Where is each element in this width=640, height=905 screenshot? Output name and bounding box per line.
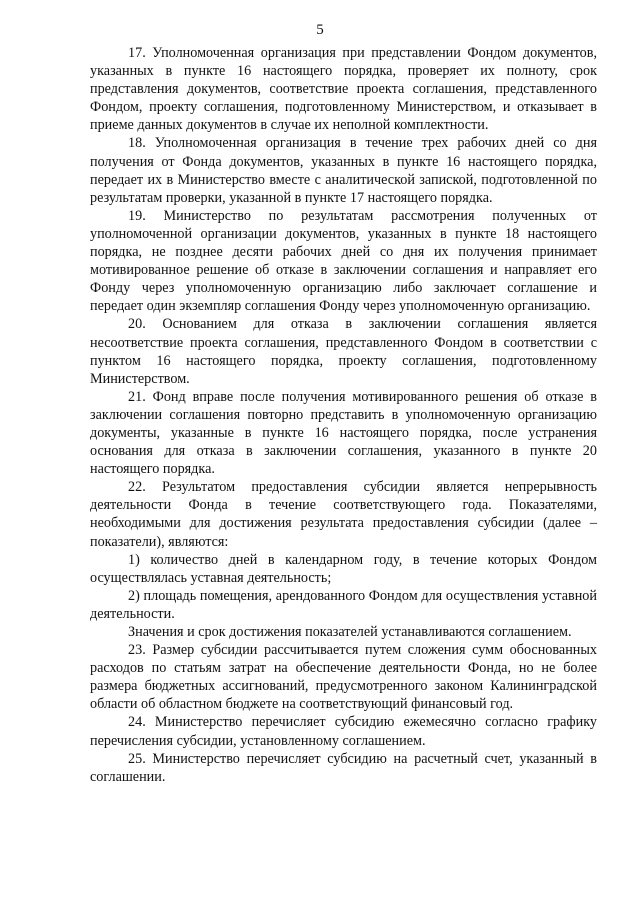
paragraph-25: 25. Министерство перечисляет субсидию на расчетный счет, указанный в соглашении. bbox=[90, 750, 597, 785]
paragraph-22-note: Значения и срок достижения показателей устанавливаются соглашением. bbox=[128, 624, 572, 640]
paragraph-18: 18. Уполномоченная организация в течение трех рабочих дней со дня получения от Фонда документов, указанных в пункте 16 настоящего порядка, передает их в Министерство вместе с аналитической запиской, подготовленной по результатам проверки, указанной в пункте 17 настоящего порядка. bbox=[90, 135, 597, 206]
document-body bbox=[90, 44, 597, 786]
paragraph-22: 22. Результатом предоставления субсидии является непрерывность деятельности Фонда в течение соответствующего года. Показателями, необходимыми для достижения результата предоставления субсидии (далее – показатели), являются: bbox=[90, 479, 597, 550]
paragraph-21: 21. Фонд вправе после получения мотивированного решения об отказе в заключении соглашения повторно представить в уполномоченную организацию документы, указанные в пункте 16 настоящего порядка, после устранения основания для отказа в заключении соглашения, указанного в пункте 20 настоящего порядка. bbox=[90, 388, 597, 478]
paragraph-23: 23. Размер субсидии рассчитывается путем сложения сумм обоснованных расходов по статьям затрат на обеспечение деятельности Фонда, но не более размера бюджетных ассигнований, предусмотренного законом Калининградской области об областном бюджете на соответствующий финансовый год. bbox=[90, 642, 597, 713]
paragraph-22-item-1: 1) количество дней в календарном году, в течение которых Фондом осуществлялась уставная деятельность; bbox=[90, 551, 597, 586]
paragraph-24: 24. Министерство перечисляет субсидию ежемесячно согласно графику перечисления субсидии, установленному соглашением. bbox=[90, 714, 597, 749]
paragraph-19: 19. Министерство по результатам рассмотрения полученных от уполномоченной организации документов, указанных в пункте 18 настоящего порядка, не позднее десяти рабочих дней со дня их получения принимает мотивированное решение об отказе в заключении соглашения и направляет его Фонду через уполномоченную организацию либо заключает соглашение и передает один экземпляр соглашения Фонду через уполномоченную организацию. bbox=[90, 207, 597, 315]
paragraph-22-item-2: 2) площадь помещения, арендованного Фондом для осуществления уставной деятельности. bbox=[90, 587, 597, 622]
page-number: 5 bbox=[316, 22, 324, 38]
paragraph-20: 20. Основанием для отказа в заключении соглашения является несоответствие проекта соглашения, представленного Фондом в соответствии с пунктом 16 настоящего порядка, проекту соглашения, подготовленному Министерством. bbox=[90, 316, 597, 387]
paragraph-17: 17. Уполномоченная организация при представлении Фондом документов, указанных в пункте 16 настоящего порядка, проверяет их полноту, срок представления документов, соответствие проекта соглашения, представленного Фондом, проекту соглашения, подготовленному Министерством, и отказывает в приеме данных документов в случае их неполной комплектности. bbox=[90, 45, 597, 134]
